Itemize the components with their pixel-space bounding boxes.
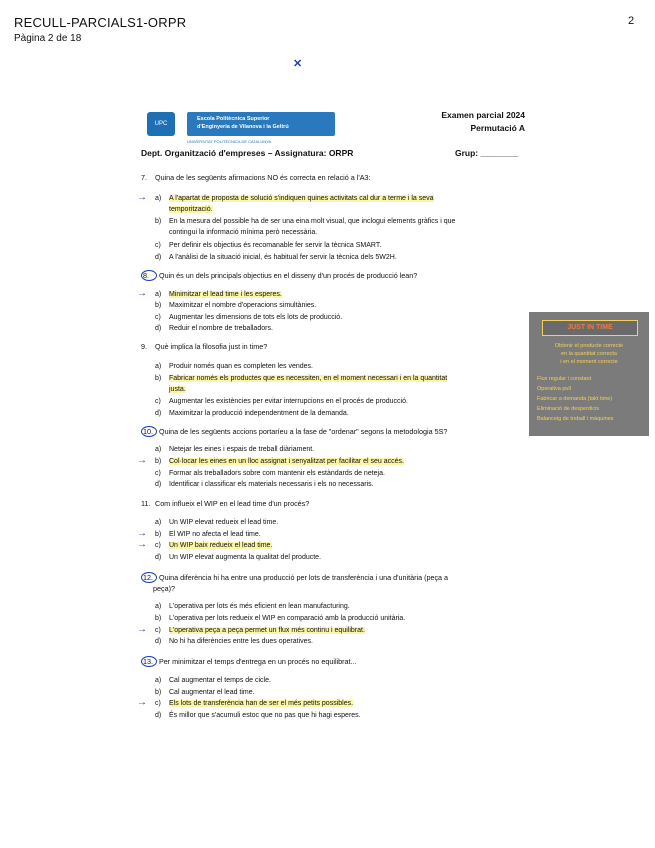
slide-item: Eliminació de desperdicis <box>537 406 600 412</box>
answer-option[interactable] <box>155 254 397 261</box>
jit-slide <box>529 312 649 436</box>
question-text: Quina de les següents afirmacions NO és correcta en relació a l'A3: <box>153 173 371 182</box>
answer-option[interactable] <box>155 554 321 561</box>
logo-line2: d'Enginyeria de Vilanova i la Geltrú <box>197 124 289 130</box>
answer-option[interactable] <box>155 195 434 202</box>
answer-option[interactable] <box>155 218 455 225</box>
question-number: 9. <box>141 342 147 351</box>
question-number: 13. <box>141 656 157 667</box>
option-letter: b) <box>155 375 162 382</box>
option-letter: a) <box>155 363 162 370</box>
answer-option[interactable] <box>155 677 271 684</box>
option-text: L'operativa per lots és més eficient en lean manufacturing. <box>169 603 350 610</box>
department-line: Dept. Organització d'empreses – Assignatura: ORPR <box>141 148 354 158</box>
option-letter: d) <box>155 481 162 488</box>
question-8 <box>141 270 417 281</box>
page-indicator: Pàgina 2 de 18 <box>14 33 82 44</box>
option-letter: d) <box>155 554 162 561</box>
answer-option[interactable] <box>155 410 349 417</box>
answer-option[interactable] <box>155 291 282 298</box>
option-text: temporització. <box>169 206 213 213</box>
option-text: Cal augmentar el lead time. <box>169 689 255 696</box>
option-text: Netejar les eines i espais de treball diàriament. <box>169 446 315 453</box>
answer-option[interactable] <box>155 700 353 707</box>
answer-option[interactable] <box>155 325 273 332</box>
slide-item: Operativa pull <box>537 386 571 392</box>
option-text: A l'apartat de proposta de solució s'indiquen quines activitats cal dur a terme i la seva <box>169 195 434 202</box>
option-text: Maximitzar el nombre d'operacions simultànies. <box>169 302 317 309</box>
option-text: Produir només quan es completen les vendes. <box>169 363 313 370</box>
option-text: No hi ha diferències entre les dues operatives. <box>169 638 313 645</box>
question-12 <box>141 572 448 583</box>
question-7 <box>141 173 371 182</box>
arrow-mark-icon: → <box>137 288 147 299</box>
answer-option[interactable] <box>155 603 350 610</box>
option-letter: c) <box>155 314 161 321</box>
option-letter: d) <box>155 712 162 719</box>
exam-info <box>433 109 525 135</box>
answer-option[interactable] <box>155 458 404 465</box>
option-letter: b) <box>155 615 162 622</box>
option-letter: b) <box>155 458 162 465</box>
answer-option[interactable] <box>155 481 374 488</box>
question-number: 12. <box>141 572 157 583</box>
slide-item: Fabricar a demanda (takt time) <box>537 396 613 402</box>
slide-body <box>543 342 635 366</box>
slide-item: Flux regular i constant <box>537 376 592 382</box>
option-text: Col·locar les eines en un lloc assignat i senyalitzat per facilitar el seu accés. <box>169 458 405 465</box>
slide-line: en la quantitat correcta <box>561 351 617 357</box>
option-text: justa. <box>169 386 186 393</box>
group-field: Grup: ________ <box>455 148 519 158</box>
answer-option[interactable] <box>155 314 342 321</box>
upc-mark: UPC <box>147 112 175 136</box>
option-letter: d) <box>155 638 162 645</box>
option-letter: d) <box>155 254 162 261</box>
question-text: Què implica la filosofia just in time? <box>153 342 268 351</box>
option-letter: a) <box>155 446 162 453</box>
option-text: Reduir el nombre de treballadors. <box>169 325 273 332</box>
answer-option[interactable] <box>155 638 313 645</box>
option-letter: a) <box>155 195 162 202</box>
option-letter: b) <box>155 531 162 538</box>
doc-title: RECULL-PARCIALS1-ORPR <box>14 15 187 30</box>
option-letter: c) <box>155 627 161 634</box>
option-text: Un WIP elevat redueix el lead time. <box>169 519 279 526</box>
option-text: El WIP no afecta el lead time. <box>169 531 261 538</box>
question-11 <box>141 499 309 508</box>
slide-line: Obtenir el producte correcte <box>554 343 624 349</box>
question-10 <box>141 426 447 437</box>
arrow-mark-icon: → <box>137 539 147 550</box>
question-9 <box>141 342 267 351</box>
question-number: 11. <box>141 499 151 508</box>
question-13 <box>141 656 357 667</box>
option-letter: c) <box>155 700 161 707</box>
question-text: Com influeix el WIP en el lead time d'un procés? <box>153 499 310 508</box>
option-text: L'operativa peça a peça permet un flux més continu i equilibrat. <box>169 627 365 634</box>
page-number: 2 <box>628 15 635 27</box>
option-letter: d) <box>155 325 162 332</box>
question-text: Quin és un dels principals objectius en el disseny d'un procés de producció lean? <box>157 271 418 280</box>
question-number: 7. <box>141 173 147 182</box>
option-text: L'operativa per lots redueix el WIP en comparació amb la producció unitària. <box>169 615 406 622</box>
option-text: Identificar i classificar els materials necessaris i els no necessaris. <box>169 481 374 488</box>
option-text: Fabricar només els productes que es necessiten, en el moment necessari i en la quantitat <box>169 375 448 382</box>
question-text-cont: peça)? <box>153 584 175 593</box>
upc-logo <box>147 112 325 144</box>
option-text: Per definir els objectius és recomanable fer servir la tècnica SMART. <box>169 242 382 249</box>
option-text: Un WIP baix redueix el lead time. <box>169 542 273 549</box>
option-text: contingui la informació mínima però necessària. <box>169 229 318 236</box>
answer-option[interactable] <box>155 519 278 526</box>
slide-title: JUST IN TIME <box>542 320 638 336</box>
option-letter: b) <box>155 218 162 225</box>
logo-line3: UNIVERSITAT POLITÈCNICA DE CATALUNYA <box>187 139 272 144</box>
answer-option[interactable] <box>155 229 317 236</box>
option-text: Minimitzar el lead time i les esperes. <box>169 291 282 298</box>
option-letter: b) <box>155 302 162 309</box>
question-text: Per minimitzar el temps d'entrega en un procés no equilibrat... <box>157 657 357 666</box>
answer-option[interactable] <box>155 712 361 719</box>
option-letter: a) <box>155 291 162 298</box>
question-number: 10. <box>141 426 157 437</box>
option-text: A l'anàlisi de la situació inicial, és habitual fer servir la tècnica dels 5W2H. <box>169 254 397 261</box>
answer-option[interactable] <box>155 470 385 477</box>
option-letter: c) <box>155 242 161 249</box>
option-text: Un WIP elevat augmenta la qualitat del producte. <box>169 554 322 561</box>
answer-option[interactable] <box>155 375 447 382</box>
answer-option[interactable] <box>155 615 405 622</box>
option-letter: d) <box>155 410 162 417</box>
answer-option[interactable] <box>155 242 381 249</box>
arrow-mark-icon: → <box>137 697 147 708</box>
slide-line: i en el moment correcte <box>560 359 618 365</box>
exam-title: Examen parcial 2024 <box>441 110 525 120</box>
option-letter: c) <box>155 470 161 477</box>
logo-line1: Escola Politècnica Superior <box>197 116 270 122</box>
answer-option[interactable] <box>155 398 408 405</box>
answer-option[interactable] <box>155 206 213 213</box>
option-letter: a) <box>155 519 162 526</box>
option-letter: a) <box>155 603 162 610</box>
answer-option[interactable] <box>155 386 186 393</box>
answer-option[interactable] <box>155 689 255 696</box>
option-letter: c) <box>155 398 161 405</box>
option-letter: b) <box>155 689 162 696</box>
option-text: Augmentar les dimensions de tots els lots de producció. <box>169 314 343 321</box>
x-mark-icon: ✕ <box>293 58 303 70</box>
answer-option[interactable] <box>155 542 272 549</box>
arrow-mark-icon: → <box>137 192 147 203</box>
answer-option[interactable] <box>155 446 314 453</box>
arrow-mark-icon: → <box>137 528 147 539</box>
answer-option[interactable] <box>155 627 365 634</box>
answer-option[interactable] <box>155 531 261 538</box>
option-text: Els lots de transferència han de ser el més petits possibles. <box>169 700 354 707</box>
answer-option[interactable] <box>155 302 316 309</box>
option-letter: a) <box>155 677 162 684</box>
option-text: Cal augmentar el temps de cicle. <box>169 677 271 684</box>
answer-option[interactable] <box>155 363 313 370</box>
option-text: En la mesura del possible ha de ser una eina molt visual, que inclogui elements gràfics i que <box>169 218 456 225</box>
option-text: Maximitzar la producció independentment de la demanda. <box>169 410 349 417</box>
question-number: 8. <box>141 270 157 281</box>
option-text: Augmentar les existències per evitar interrupcions en el procés de producció. <box>169 398 408 405</box>
slide-item: Balanceig de treball i màquines <box>537 416 614 422</box>
question-text: Quina diferència hi ha entre una producció per lots de transferència i una d'unitària (peça a <box>157 573 449 582</box>
arrow-mark-icon: → <box>137 455 147 466</box>
option-text: És millor que s'acumuli estoc que no pas que hi hagi esperes. <box>169 712 361 719</box>
option-letter: c) <box>155 542 161 549</box>
arrow-mark-icon: → <box>137 624 147 635</box>
option-text: Formar als treballadors sobre com mantenir els estàndards de neteja. <box>169 470 385 477</box>
question-text: Quina de les següents accions portaríeu a la fase de "ordenar" segons la metodologia 5S? <box>157 427 448 436</box>
exam-permutation: Permutació A <box>470 123 525 133</box>
